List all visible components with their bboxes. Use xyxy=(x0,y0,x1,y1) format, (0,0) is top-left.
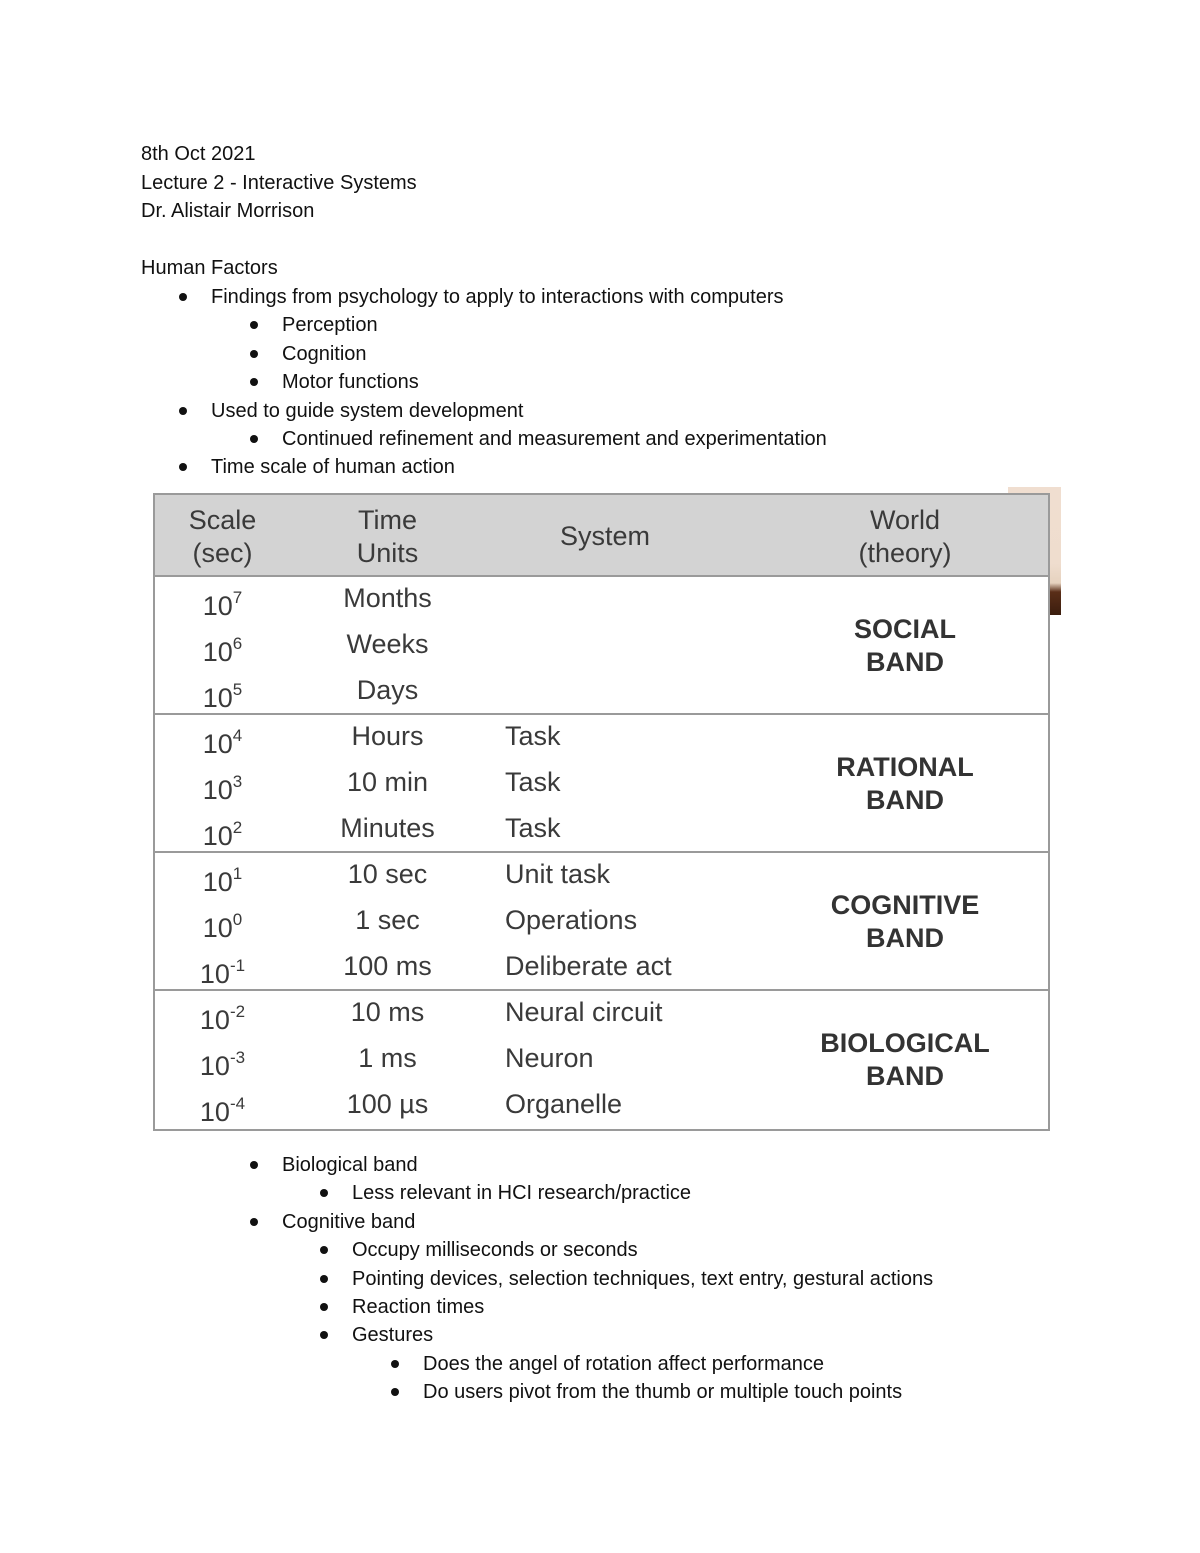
scale-cell xyxy=(155,1042,290,1082)
band-name xyxy=(785,613,1025,679)
time-unit-cell: Days xyxy=(356,675,419,705)
scale-base: 10 xyxy=(199,1097,230,1127)
list-item-text: Gestures xyxy=(352,1324,434,1347)
date-line: 8th Oct 2021 xyxy=(141,143,256,165)
list-item-text: Cognitive band xyxy=(282,1210,416,1233)
band-name-line: BIOLOGICAL xyxy=(820,1028,990,1058)
header-scale xyxy=(155,504,290,570)
scale-cell xyxy=(155,582,290,622)
list-item-text: Less relevant in HCI research/practice xyxy=(352,1182,692,1205)
list-item-text: Cognition xyxy=(282,342,367,365)
header-world-line2: (theory) xyxy=(858,538,952,568)
table-band xyxy=(155,991,1048,1129)
scale-cell xyxy=(155,766,290,806)
bullet-icon xyxy=(320,1303,328,1311)
time-unit-cell: Months xyxy=(343,583,432,613)
scale-cell xyxy=(155,812,290,852)
time-unit-cell: 10 min xyxy=(346,767,429,797)
band-name xyxy=(785,1027,1025,1093)
bullet-icon xyxy=(320,1246,328,1254)
scale-exponent: 4 xyxy=(232,726,243,745)
scale-exponent: 1 xyxy=(232,864,243,883)
lecturer-name: Dr. Alistair Morrison xyxy=(141,200,315,222)
scale-exponent: -2 xyxy=(229,1002,246,1021)
system-cell: Task xyxy=(505,767,561,797)
lecture-title: Lecture 2 - Interactive Systems xyxy=(141,172,417,194)
bullet-icon xyxy=(250,350,258,358)
scale-base: 10 xyxy=(202,821,233,851)
bullet-icon xyxy=(179,463,187,471)
table-band xyxy=(155,853,1048,991)
table-band xyxy=(155,715,1048,853)
scale-exponent: 5 xyxy=(232,680,243,699)
bullet-icon xyxy=(250,378,258,386)
bullet-icon xyxy=(320,1189,328,1197)
list-item-text: Perception xyxy=(282,314,378,337)
scale-base: 10 xyxy=(199,959,230,989)
list-item-text: Reaction times xyxy=(352,1296,485,1318)
list-item-text: Occupy milliseconds or seconds xyxy=(352,1239,638,1262)
band-name-line: RATIONAL xyxy=(836,752,974,782)
scale-cell xyxy=(155,996,290,1036)
list-item-text: Findings from psychology to apply to interactions with computers xyxy=(211,286,784,308)
section-title: Human Factors xyxy=(141,257,278,279)
bullet-icon xyxy=(250,1218,258,1226)
band-name xyxy=(785,751,1025,817)
system-cell: Task xyxy=(505,721,561,751)
header-units-line2: Units xyxy=(356,538,419,568)
scale-exponent: 3 xyxy=(232,772,243,791)
scale-base: 10 xyxy=(202,591,233,621)
scale-cell xyxy=(155,858,290,898)
bullet-icon xyxy=(250,435,258,443)
header-scale-line2: (sec) xyxy=(192,538,253,568)
band-name-line: COGNITIVE xyxy=(830,890,980,920)
band-name-line: SOCIAL xyxy=(853,614,956,644)
scale-base: 10 xyxy=(199,1005,230,1035)
list-item-text: Do users pivot from the thumb or multiple touch points xyxy=(423,1381,903,1404)
header-units-line1: Time xyxy=(358,505,417,535)
scale-base: 10 xyxy=(202,913,233,943)
list-item-text: Time scale of human action xyxy=(211,456,455,479)
bullet-icon xyxy=(250,1161,258,1169)
scale-cell xyxy=(155,904,290,944)
header-units xyxy=(305,504,470,570)
scale-base: 10 xyxy=(199,1051,230,1081)
table-header xyxy=(155,495,1048,577)
bullet-icon xyxy=(250,321,258,329)
header-world xyxy=(785,504,1025,570)
time-unit-cell: 1 sec xyxy=(355,905,420,935)
time-unit-cell: Hours xyxy=(351,721,424,751)
list-item-text: Biological band xyxy=(282,1154,418,1176)
time-unit-cell: 1 ms xyxy=(358,1043,417,1073)
band-name-line: BAND xyxy=(866,1061,944,1091)
system-cell: Neuron xyxy=(505,1043,594,1073)
scale-cell xyxy=(155,950,290,990)
bullet-icon xyxy=(320,1331,328,1339)
bullet-icon xyxy=(391,1388,399,1396)
scale-base: 10 xyxy=(202,867,233,897)
system-cell: Task xyxy=(505,813,561,843)
time-unit-cell: 100 ms xyxy=(343,951,432,981)
scale-base: 10 xyxy=(202,729,233,759)
list-item-text: Pointing devices, selection techniques, text entry, gestural actions xyxy=(352,1267,934,1290)
scale-exponent: -3 xyxy=(229,1048,246,1067)
scale-exponent: -1 xyxy=(229,956,246,975)
system-cell: Operations xyxy=(505,905,638,935)
system-cell: Unit task xyxy=(505,859,611,889)
scale-base: 10 xyxy=(202,775,233,805)
bullet-icon xyxy=(179,293,187,301)
list-item-text: Does the angel of rotation affect performance xyxy=(423,1352,824,1375)
system-cell: Organelle xyxy=(505,1089,623,1119)
scale-exponent: 6 xyxy=(232,634,243,653)
header-world-line1: World xyxy=(869,505,941,535)
band-name xyxy=(785,889,1025,955)
header-system: System xyxy=(559,521,651,551)
scale-base: 10 xyxy=(202,683,233,713)
scale-exponent: 0 xyxy=(232,910,243,929)
scale-exponent: 2 xyxy=(232,818,243,837)
bullet-icon xyxy=(320,1275,328,1283)
bullet-icon xyxy=(391,1360,399,1368)
band-name-line: BAND xyxy=(866,785,944,815)
scale-exponent: 7 xyxy=(232,588,243,607)
time-unit-cell: Minutes xyxy=(340,813,435,843)
time-scale-table xyxy=(153,493,1050,1131)
scale-base: 10 xyxy=(202,637,233,667)
list-item-text: Continued refinement and measurement and experimentation xyxy=(282,428,827,450)
time-unit-cell: Weeks xyxy=(346,629,429,659)
time-unit-cell: 10 ms xyxy=(350,997,425,1027)
scale-cell xyxy=(155,1088,290,1128)
table-band xyxy=(155,577,1048,715)
scale-cell xyxy=(155,674,290,714)
time-unit-cell: 100 µs xyxy=(346,1089,429,1119)
time-unit-cell: 10 sec xyxy=(347,859,428,889)
bullet-icon xyxy=(179,407,187,415)
scale-cell xyxy=(155,720,290,760)
scale-exponent: -4 xyxy=(229,1094,246,1113)
system-cell: Deliberate act xyxy=(505,951,672,981)
band-name-line: BAND xyxy=(866,647,944,677)
list-item-text: Used to guide system development xyxy=(211,399,524,422)
list-item-text: Motor functions xyxy=(282,371,419,394)
band-name-line: BAND xyxy=(866,923,944,953)
header-scale-line1: Scale xyxy=(188,505,257,535)
system-cell: Neural circuit xyxy=(505,997,663,1027)
scale-cell xyxy=(155,628,290,668)
